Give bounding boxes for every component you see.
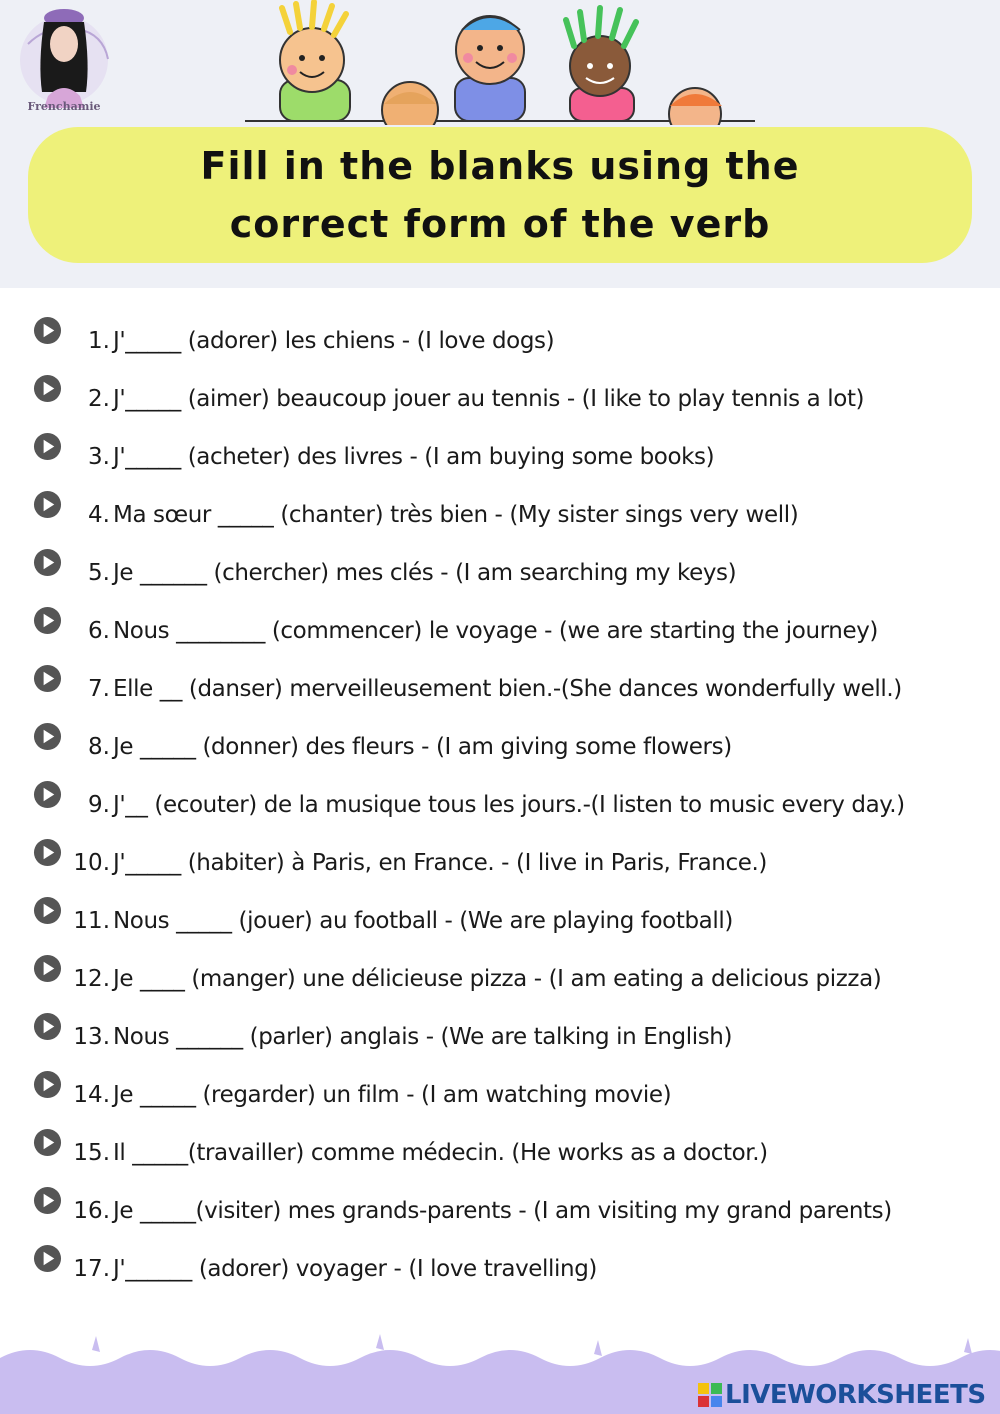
exercise-text: J'_____ (aimer) beaucoup jouer au tennis - (I like to play tennis a lot) [113,386,865,412]
title-line-2: correct form of the verb [229,202,771,246]
play-audio-icon[interactable] [33,606,62,635]
play-audio-icon[interactable] [33,896,62,925]
exercise-number: 15. [73,1140,110,1166]
exercise-row [0,490,1000,530]
play-audio-icon[interactable] [33,1128,62,1157]
exercise-number: 9. [88,792,110,818]
exercise-text: Je _____ (regarder) un film - (I am watching movie) [113,1082,672,1108]
exercise-text: J'_____ (habiter) à Paris, en France. - (I live in Paris, France.) [113,850,767,876]
exercise-text: Nous _____ (jouer) au football - (We are playing football) [113,908,733,934]
exercise-number: 14. [73,1082,110,1108]
exercise-number: 13. [73,1024,110,1050]
play-audio-icon[interactable] [33,780,62,809]
exercise-text: Nous ______ (parler) anglais - (We are talking in English) [113,1024,733,1050]
exercise-text: Elle __ (danser) merveilleusement bien.-(She dances wonderfully well.) [113,676,902,702]
exercise-text: J'__ (ecouter) de la musique tous les jours.-(I listen to music every day.) [113,792,905,818]
exercise-text: Nous ________ (commencer) le voyage - (we are starting the journey) [113,618,878,644]
play-audio-icon[interactable] [33,1244,62,1273]
exercise-row [0,374,1000,414]
kids-illustration [240,0,760,125]
exercise-row [0,316,1000,356]
play-audio-icon[interactable] [33,316,62,345]
exercise-row [0,432,1000,472]
exercise-row [0,606,1000,646]
logo-caption: Frenchamie [27,100,101,113]
liveworksheets-logo-icon [698,1383,722,1407]
exercise-text: J'_____ (acheter) des livres - (I am buying some books) [113,444,715,470]
exercise-number: 10. [73,850,110,876]
exercise-text: Je _____ (donner) des fleurs - (I am giving some flowers) [113,734,732,760]
exercise-number: 11. [73,908,110,934]
exercise-row [0,1012,1000,1052]
liveworksheets-brand [698,1378,986,1412]
exercise-row [0,954,1000,994]
liveworksheets-watermark: LIVEWORKSHEETS [725,1380,986,1410]
exercise-text: Je ____ (manger) une délicieuse pizza - (I am eating a delicious pizza) [113,966,882,992]
exercise-text: Ma sœur _____ (chanter) très bien - (My sister sings very well) [113,502,799,528]
exercise-text: Il _____(travailler) comme médecin. (He works as a doctor.) [113,1140,768,1166]
exercise-text: Je _____(visiter) mes grands-parents - (I am visiting my grand parents) [113,1198,892,1224]
exercise-text: J'______ (adorer) voyager - (I love travelling) [113,1256,597,1282]
exercise-number: 17. [73,1256,110,1282]
exercise-number: 5. [88,560,110,586]
play-audio-icon[interactable] [33,954,62,983]
exercise-text: J'_____ (adorer) les chiens - (I love dogs) [113,328,555,354]
exercise-number: 16. [73,1198,110,1224]
play-audio-icon[interactable] [33,374,62,403]
exercise-number: 6. [88,618,110,644]
play-audio-icon[interactable] [33,664,62,693]
exercise-number: 4. [88,502,110,528]
exercise-row [0,896,1000,936]
title-line-1: Fill in the blanks using the [200,144,800,188]
exercise-number: 8. [88,734,110,760]
exercise-number: 7. [88,676,110,702]
exercise-row [0,1186,1000,1226]
exercise-number: 1. [88,328,110,354]
exercise-row [0,838,1000,878]
play-audio-icon[interactable] [33,722,62,751]
play-audio-icon[interactable] [33,490,62,519]
exercise-row [0,1244,1000,1284]
exercise-row [0,780,1000,820]
exercise-row [0,548,1000,588]
exercise-row [0,722,1000,762]
play-audio-icon[interactable] [33,838,62,867]
exercise-number: 2. [88,386,110,412]
play-audio-icon[interactable] [33,432,62,461]
exercise-number: 12. [73,966,110,992]
exercise-number: 3. [88,444,110,470]
exercise-row [0,1128,1000,1168]
exercise-row [0,664,1000,704]
title-box [28,127,972,263]
play-audio-icon[interactable] [33,1186,62,1215]
play-audio-icon[interactable] [33,548,62,577]
exercise-row [0,1070,1000,1110]
play-audio-icon[interactable] [33,1012,62,1041]
play-audio-icon[interactable] [33,1070,62,1099]
exercise-text: Je ______ (chercher) mes clés - (I am searching my keys) [113,560,737,586]
